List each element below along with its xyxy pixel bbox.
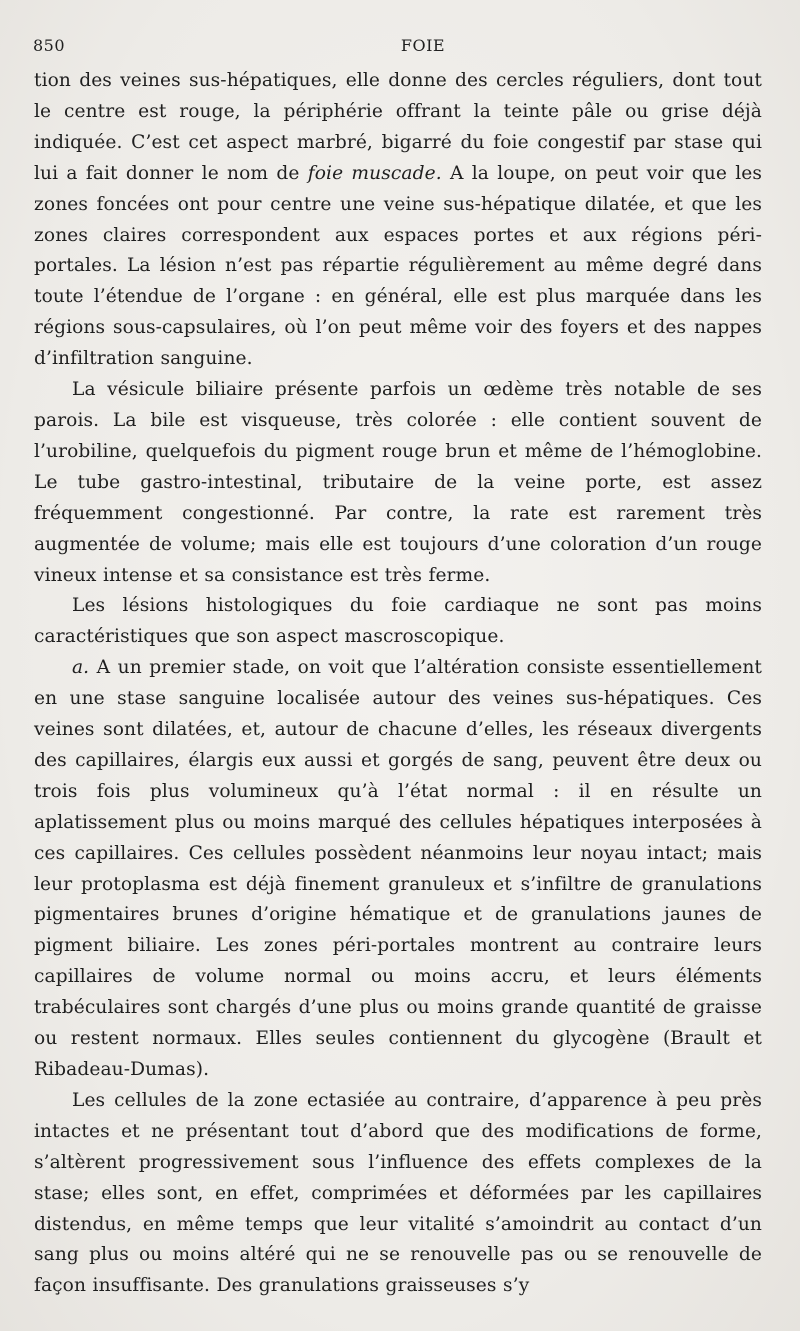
list-marker: a. [72,657,90,679]
paragraph-foie-muscade [34,66,762,375]
paragraph-premier-stade [34,653,762,1086]
body-text [34,66,762,1302]
page-header [33,36,773,58]
paragraph-text: A la loupe, on peut voir que les zones foncées ont pour centre une veine sus-hépatique dilatée, et que les zones claires correspondent aux espaces portes et aux régions péri-portales. La lésion n’est pas répartie régulièrement au même degré dans toute l’étendue de l’organe : en général, elle est plus marquée dans les régions sous-capsulaires, où l’on peut même voir des foyers et des nappes d’infiltration sanguine. [34,162,762,370]
paragraph-cellules-ectasiee: Les cellules de la zone ectasiée au contraire, d’apparence à peu près intactes et ne présentant tout d’abord que des modifications de forme, s’altèrent progressivement sous l’influence des effets complexes de la stase; elles sont, en effet, comprimées et déformées par les capillaires distendus, en même temps que leur vitalité s’amoindrit au contact d’un sang plus ou moins altéré qui ne se renouvelle pas ou se renouvelle de façon insuffisante. Des granulations graisseuses s’y [34,1089,762,1297]
running-title: FOIE [400,36,446,55]
italic-term: foie muscade. [307,162,442,184]
paragraph-vesicule: La vésicule biliaire présente parfois un œdème très notable de ses parois. La bile est visqueuse, très colorée : elle contient souvent de l’urobiline, quelquefois du pigment rouge brun et même de l’hémoglobine. Le tube gastro-intestinal, tributaire de la veine porte, est assez fréquemment congestionné. Par contre, la rate est rarement très augmentée de volume; mais elle est toujours d’une coloration d’un rouge vineux intense et sa consistance est très ferme. [34,379,762,586]
paragraph-text: tion des veines sus-hépatiques, elle donne des cercles réguliers, dont tout le centre est rouge, la périphérie offrant la teinte pâle ou grise déjà indiquée. C’est cet aspect marbré, bigarré du foie congestif par stase qui lui a fait donner le nom de [34,70,762,184]
page-number: 850 [33,36,66,55]
paragraph-lesions-histologiques: Les lésions histologiques du foie cardiaque ne sont pas moins caractéristiques que son aspect mascroscopique. [34,595,762,648]
paragraph-text: A un premier stade, on voit que l’altération consiste essentiellement en une stase sanguine localisée autour des veines sus-hépatiques. Ces veines sont dilatées, et, autour de chacune d’elles, les réseaux divergents des capillaires, élargis eux aussi et gorgés de sang, peuvent être deux ou trois fois plus volumineux qu’à l’état normal : il en résulte un aplatissement plus ou moins marqué des cellules hépatiques interposées à ces capillaires. Ces cellules possèdent néanmoins leur noyau intact; mais leur protoplasma est déjà finement granuleux et s’infiltre de granulations pigmentaires brunes d’origine hématique et de granulations jaunes de pigment biliaire. Les zones péri-portales montrent au contraire leurs capillaires de volume normal ou moins accru, et leurs éléments trabéculaires sont chargés d’une plus ou moins grande quantité de graisse ou restent normaux. Elles seules contiennent du glycogène (Brault et Ribadeau-Dumas). [34,657,762,1080]
